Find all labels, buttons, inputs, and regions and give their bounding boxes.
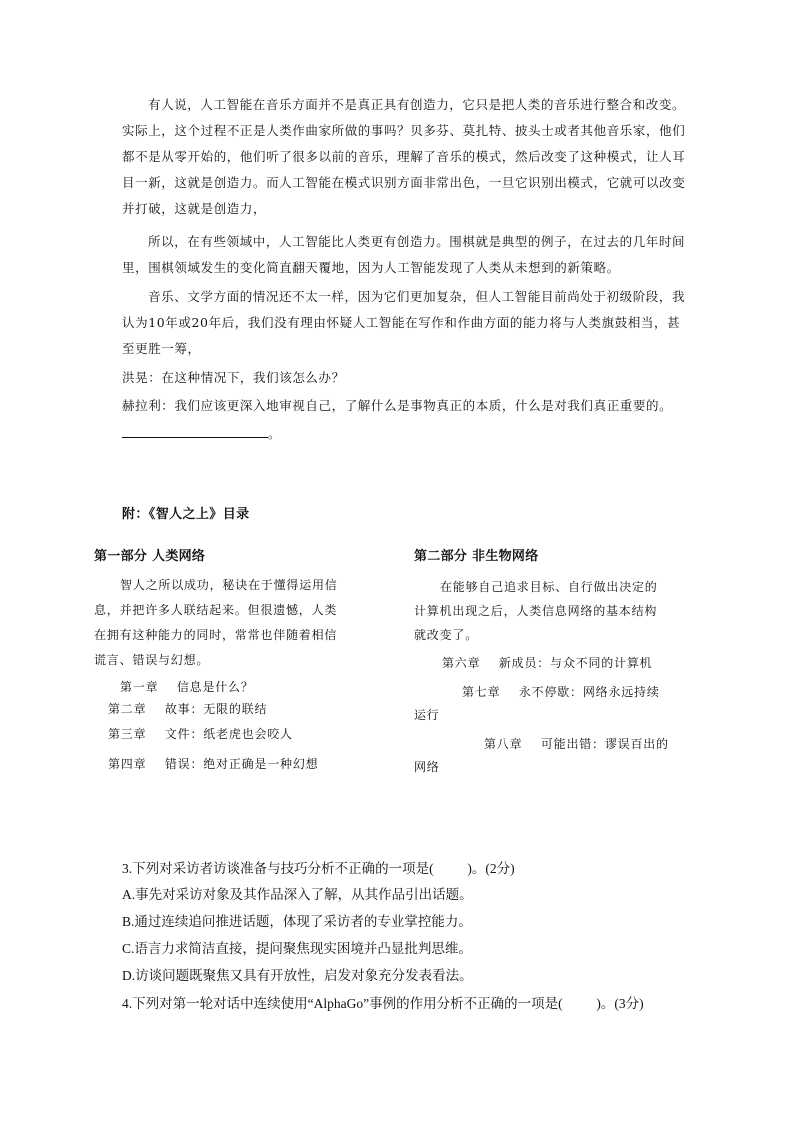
passage-line: 里，围棋领域发生的变化简直翻天覆地，因为人工智能发现了人类从未想到的新策略。: [122, 260, 620, 275]
passage-line: 目一新，这就是创造力。而人工智能在模式识别方面非常出色，一旦它识别出模式，它就可以改变: [122, 175, 686, 190]
dialogue-text: 我们应该更深入地审视自己，了解什么是事物真正的本质，什么是对我们真正重要的。: [174, 398, 673, 413]
toc-chapter-7-cont: 运行: [414, 708, 440, 722]
passage-line: 并打破，这就是创造力，: [122, 201, 267, 216]
question-3-option-c: C.语言力求简洁直接，提问聚焦现实困境并凸显批判思维。: [122, 941, 472, 956]
toc-chapter-8-cont: 网络: [414, 760, 440, 774]
passage-line: 认为10年或20年后，我们没有理由怀疑人工智能在写作和作曲方面的能力将与人类旗鼓相当，甚: [122, 315, 681, 330]
dialogue-text: 在这种情况下，我们该怎么办？: [161, 370, 345, 385]
part1-intro-line: 谎言、错误与幻想。: [94, 653, 210, 667]
part2-intro-line: 计算机出现之后，人类信息网络的基本结构: [414, 604, 658, 618]
answer-blank[interactable]: [122, 423, 268, 438]
passage-line: 实际上，这个过程不正是人类作曲家所做的事吗？贝多芬、莫扎特、披头士或者其他音乐家，他们: [122, 123, 686, 138]
speaker-name: 赫拉利：: [122, 398, 175, 413]
part1-heading: 第一部分 人类网络: [94, 549, 206, 564]
passage-line: 至更胜一筹，: [122, 341, 201, 356]
appendix-title: 附：《智人之上》目录: [122, 507, 250, 522]
answer-blank-line: [122, 421, 281, 447]
part2-intro-line: 就改变了。: [414, 628, 479, 642]
toc-chapter-7: 第七章 永不停歇：网络永远持续: [462, 685, 660, 699]
dialogue-line-honghuang: [122, 365, 345, 391]
toc-chapter-1: 第一章 信息是什么？: [120, 680, 254, 694]
passage-line: 有人说，人工智能在音乐方面并不是真正具有创造力，它只是把人类的音乐进行整合和改变。: [148, 97, 686, 112]
passage-line: 音乐、文学方面的情况还不太一样，因为它们更加复杂，但人工智能目前尚处于初级阶段，我: [148, 289, 686, 304]
question-3-option-a: A.事先对采访对象及其作品深入了解，从其作品引出话题。: [122, 887, 473, 902]
speaker-name: 洪晃：: [122, 370, 162, 385]
toc-chapter-2: 第二章 故事：无限的联结: [108, 702, 268, 716]
toc-chapter-6: 第六章 新成员：与众不同的计算机: [442, 656, 653, 670]
part1-intro-line: 在拥有这种能力的同时，常常也伴随着相信: [94, 628, 338, 642]
part1-intro-line: 息，并把许多人联结起来。但很遗憾，人类: [94, 603, 338, 617]
question-3-option-b: B.通过连续追问推进话题，体现了采访者的专业掌控能力。: [122, 914, 472, 929]
passage-line: 所以，在有些领域中，人工智能比人类更有创造力。围棋就是典型的例子，在过去的几年时间: [148, 234, 686, 249]
part1-intro-line: 智人之所以成功，秘诀在于懂得运用信: [120, 578, 338, 592]
dialogue-line-harari: [122, 393, 672, 419]
toc-chapter-4: 第四章 错误：绝对正确是一种幻想: [108, 757, 319, 771]
blank-period: 。: [268, 426, 282, 441]
question-3-option-d: D.访谈问题既聚焦又具有开放性，启发对象充分发表看法。: [122, 968, 473, 983]
part2-heading: 第二部分 非生物网络: [414, 549, 539, 564]
question-3: 3.下列对采访者访谈准备与技巧分析不正确的一项是( )。(2分): [122, 861, 515, 876]
part2-intro-line: 在能够自己追求目标、自行做出决定的: [440, 580, 658, 594]
passage-line: 都不是从零开始的，他们听了很多以前的音乐，理解了音乐的模式，然后改变了这种模式，让人耳: [122, 149, 686, 164]
toc-chapter-8: 第八章 可能出错：谬误百出的: [484, 737, 669, 751]
toc-chapter-3: 第三章 文件：纸老虎也会咬人: [108, 727, 293, 741]
question-4: 4.下列对第一轮对话中连续使用“AlphaGo”事例的作用分析不正确的一项是( )。(3分): [122, 996, 644, 1011]
